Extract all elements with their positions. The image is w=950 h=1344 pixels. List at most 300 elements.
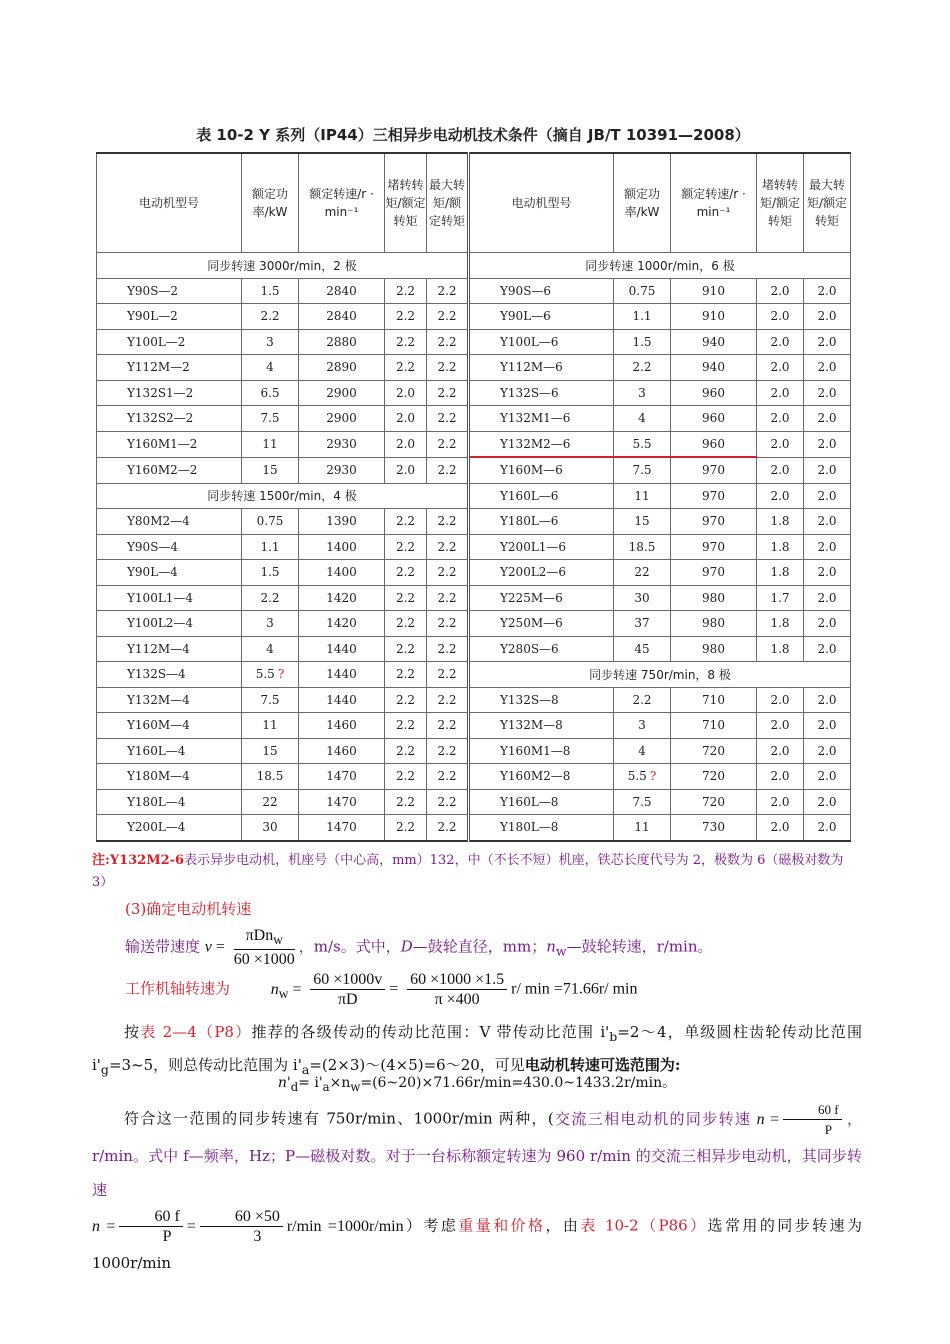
cell-value: 2.0 xyxy=(770,463,790,477)
fraction-numerator: 60 ×1000v xyxy=(310,970,385,990)
stall-torque-cell xyxy=(757,483,804,509)
cell-value: 2.0 xyxy=(770,488,790,503)
power-cell xyxy=(242,380,299,406)
stall-torque-cell xyxy=(385,713,427,739)
table-note xyxy=(92,850,862,894)
speed-cell xyxy=(671,789,757,815)
cell-value: 2.2 xyxy=(395,743,416,758)
cell-value: 720 xyxy=(702,743,725,758)
cell-value: 2.2 xyxy=(395,283,416,298)
model-cell xyxy=(469,304,614,330)
power-cell xyxy=(614,534,671,560)
cell-value: 720 xyxy=(702,769,725,784)
cell-value: 970 xyxy=(702,565,725,580)
stall-torque-cell xyxy=(385,662,427,688)
motor-spec-table xyxy=(96,152,851,842)
power-cell xyxy=(242,687,299,713)
cell-value: 2.0 xyxy=(395,411,416,426)
model-cell xyxy=(469,815,614,841)
table-row xyxy=(97,560,851,586)
model-cell xyxy=(97,380,242,406)
stall-torque-cell xyxy=(757,815,804,841)
speed-cell xyxy=(299,457,385,483)
cell-value: 2.2 xyxy=(395,692,416,707)
max-torque-cell xyxy=(804,611,851,637)
model-cell xyxy=(97,431,242,457)
max-torque-cell xyxy=(804,636,851,662)
cell-value: Y160M1—8 xyxy=(500,743,571,758)
cell-value: 2.2 xyxy=(437,565,457,580)
max-torque-cell xyxy=(804,789,851,815)
cell-value: 2.0 xyxy=(770,820,790,835)
cell-value: 18.5 xyxy=(628,539,656,554)
cell-value: Y132M—4 xyxy=(127,692,190,707)
cell-value: 970 xyxy=(702,514,725,529)
cell-value: Y160L—8 xyxy=(500,794,559,809)
power-cell xyxy=(614,713,671,739)
max-torque-cell xyxy=(427,380,469,406)
model-cell xyxy=(469,380,614,406)
speed-cell xyxy=(671,534,757,560)
cell-value: 2.0 xyxy=(770,437,790,451)
cell-value: 2.0 xyxy=(817,334,837,349)
cell-value: 2.2 xyxy=(437,283,457,298)
subscript: a xyxy=(301,1062,310,1077)
cell-value: 1.1 xyxy=(632,309,652,324)
cell-value: Y132M2—6 xyxy=(500,436,571,451)
cell-value: 940 xyxy=(702,360,725,375)
table-row xyxy=(97,764,851,790)
cell-value: Y132S—8 xyxy=(500,692,559,707)
cell-value: 2.2 xyxy=(437,641,457,656)
belt-speed-fraction xyxy=(234,926,295,969)
model-cell xyxy=(469,789,614,815)
fraction-denominator: 60 ×1000 xyxy=(233,951,295,969)
model-cell xyxy=(97,278,242,304)
cell-value: 720 xyxy=(702,794,725,809)
para-text: =(2×3)～(4×5)=6～20，可见 xyxy=(309,1056,525,1074)
cell-value: 3 xyxy=(638,718,646,733)
cell-value: 2.2 xyxy=(437,309,457,324)
note-model: Y132M2-6 xyxy=(109,853,185,868)
cell-value: 2.2 xyxy=(395,539,416,554)
table-header-row xyxy=(97,153,851,253)
model-cell xyxy=(97,713,242,739)
stall-torque-cell xyxy=(385,636,427,662)
cell-value: 2.0 xyxy=(817,488,837,503)
cell-value: 2.0 xyxy=(395,437,416,451)
cell-value: Y90L—2 xyxy=(127,309,178,324)
cell-value: 2.0 xyxy=(770,385,790,400)
cell-value: Y112M—4 xyxy=(127,641,190,656)
power-cell xyxy=(614,431,671,457)
var-nw-sub: w xyxy=(555,943,567,959)
cell-value: 710 xyxy=(702,718,725,733)
power-cell xyxy=(242,585,299,611)
power-cell xyxy=(614,636,671,662)
max-torque-cell xyxy=(427,764,469,790)
cell-value: 1.5 xyxy=(260,283,280,298)
speed-cell xyxy=(671,815,757,841)
model-cell xyxy=(97,329,242,355)
stall-torque-cell xyxy=(385,329,427,355)
stall-torque-cell xyxy=(385,687,427,713)
speed-cell xyxy=(299,304,385,330)
cell-value: 15 xyxy=(262,743,278,758)
stall-torque-cell xyxy=(757,687,804,713)
cell-value: 2.2 xyxy=(395,334,416,349)
cell-value: Y90S—4 xyxy=(127,539,179,554)
cell-value: 30 xyxy=(634,590,650,605)
cell-value: 4 xyxy=(638,743,646,758)
stall-torque-cell xyxy=(385,585,427,611)
cell-value: 2.0 xyxy=(817,692,837,707)
table-row xyxy=(97,815,851,841)
fraction-numerator: 60 ×1000 ×1.5 xyxy=(407,970,507,990)
max-torque-cell xyxy=(427,304,469,330)
speed-cell xyxy=(299,687,385,713)
max-torque-cell xyxy=(427,815,469,841)
cell-value: 980 xyxy=(702,616,725,631)
cell-value: 2880 xyxy=(326,334,357,349)
power-cell xyxy=(614,304,671,330)
cell-value: 2840 xyxy=(326,283,357,298)
power-cell xyxy=(242,738,299,764)
cell-value: 22 xyxy=(634,565,650,580)
speed-cell xyxy=(299,509,385,535)
cell-value: 2840 xyxy=(326,309,357,324)
cell-value: Y132M—8 xyxy=(500,718,563,733)
speed-cell xyxy=(671,329,757,355)
header-max-torque: 最大转矩/额定转矩 xyxy=(427,153,469,253)
speed-cell xyxy=(671,687,757,713)
header-power: 额定功率/kW xyxy=(614,153,671,253)
model-cell xyxy=(469,611,614,637)
power-cell xyxy=(242,789,299,815)
cell-value: 45 xyxy=(634,641,650,656)
stall-torque-cell xyxy=(385,815,427,841)
speed-cell xyxy=(299,789,385,815)
cell-value: 2.2 xyxy=(632,360,652,375)
stall-torque-cell xyxy=(385,380,427,406)
stall-torque-cell xyxy=(385,457,427,483)
power-cell xyxy=(242,560,299,586)
speed-cell xyxy=(299,815,385,841)
cell-value: Y160M—6 xyxy=(500,463,563,478)
cell-value: 1.1 xyxy=(260,539,280,554)
cell-value: Y180M—4 xyxy=(127,769,190,784)
note-label: 注: xyxy=(92,853,110,868)
stall-torque-cell xyxy=(385,431,427,457)
header-stall-torque: 堵转转矩/额定转矩 xyxy=(385,153,427,253)
cell-value: 2.2 xyxy=(395,718,416,733)
power-cell xyxy=(242,815,299,841)
max-torque-cell xyxy=(427,713,469,739)
cell-value: 2.0 xyxy=(817,411,837,426)
cell-value: 5.5 xyxy=(632,436,652,451)
table-row xyxy=(97,534,851,560)
cell-value: Y160L—6 xyxy=(500,488,559,503)
model-cell xyxy=(469,509,614,535)
speed-cell xyxy=(299,534,385,560)
cell-value: Y132S—6 xyxy=(500,385,559,400)
stall-torque-cell xyxy=(757,713,804,739)
cell-value: 2.0 xyxy=(770,743,790,758)
cell-value: 2.0 xyxy=(817,539,837,554)
cell-value: Y112M—2 xyxy=(127,360,190,375)
table-row xyxy=(97,738,851,764)
max-torque-cell xyxy=(427,662,469,688)
stall-torque-cell xyxy=(385,738,427,764)
cell-value: 2.0 xyxy=(770,769,790,784)
max-torque-cell xyxy=(804,380,851,406)
cell-value: 2.0 xyxy=(770,794,790,809)
cell-value: Y132S—4 xyxy=(127,667,186,682)
speed-cell xyxy=(671,713,757,739)
max-torque-cell xyxy=(427,687,469,713)
cell-value: 1440 xyxy=(326,641,357,656)
speed-cell xyxy=(299,713,385,739)
power-cell xyxy=(242,304,299,330)
max-torque-cell xyxy=(427,636,469,662)
power-cell xyxy=(614,611,671,637)
cell-value: 2.0 xyxy=(817,385,837,400)
max-torque-cell xyxy=(804,764,851,790)
cell-value: 980 xyxy=(702,641,725,656)
speed-group-title: 同步转速 750r/min，8 极 xyxy=(469,662,851,688)
cell-value: 2.2 xyxy=(395,641,416,656)
cell-value: 2.2 xyxy=(437,718,457,733)
cell-value: 2.2 xyxy=(395,309,416,324)
para-text: 选常用的同步转速为 1000r/min xyxy=(92,1216,862,1272)
cell-value: Y160M1—2 xyxy=(127,437,198,451)
cell-value: 2.2 xyxy=(437,334,457,349)
cell-value: Y100L2—4 xyxy=(127,616,194,631)
cell-value: 960 xyxy=(702,436,725,451)
cell-value: 2.2 xyxy=(437,411,457,426)
power-cell xyxy=(614,355,671,381)
speed-cell xyxy=(299,738,385,764)
cell-value: 910 xyxy=(702,309,725,324)
max-torque-cell xyxy=(804,304,851,330)
cell-value: 2.0 xyxy=(770,411,790,426)
speed-cell xyxy=(671,380,757,406)
subscript: b xyxy=(609,1029,618,1044)
cell-value: 2.0 xyxy=(395,385,416,400)
power-cell xyxy=(614,815,671,841)
header-model: 电动机型号 xyxy=(97,153,242,253)
cell-value: 30 xyxy=(262,820,278,835)
cell-value: 2.2 xyxy=(395,616,416,631)
power-cell xyxy=(614,509,671,535)
shaft-speed-fraction-2 xyxy=(407,970,507,1009)
table-row xyxy=(97,662,851,688)
model-cell xyxy=(469,585,614,611)
max-torque-cell xyxy=(804,534,851,560)
cell-value: 2.0 xyxy=(817,743,837,758)
model-cell xyxy=(97,534,242,560)
power-cell xyxy=(242,662,299,688)
cell-value: 37 xyxy=(634,616,650,631)
cell-value: 2.2 xyxy=(395,514,416,529)
cell-value: 2.0 xyxy=(817,565,837,580)
table-row xyxy=(97,431,851,457)
table-body xyxy=(97,253,851,841)
cell-value: 710 xyxy=(702,692,725,707)
shaft-speed-lhs: $n_w$ = xyxy=(270,980,302,1001)
cell-value: 2.0 xyxy=(770,692,790,707)
power-cell xyxy=(242,534,299,560)
table-row xyxy=(97,253,851,279)
cell-value: Y180L—4 xyxy=(127,794,186,809)
stall-torque-cell xyxy=(385,355,427,381)
fraction-denominator: π ×400 xyxy=(434,991,480,1008)
paragraph-sync-speed xyxy=(92,1100,862,1280)
cell-value: Y100L1—4 xyxy=(127,590,194,605)
table-reference: 表 10-2（P86） xyxy=(580,1216,708,1235)
speed-cell xyxy=(671,278,757,304)
table-row xyxy=(97,611,851,637)
cell-value: 11 xyxy=(262,718,278,733)
stall-torque-cell xyxy=(757,380,804,406)
question-mark: ? xyxy=(649,769,657,784)
cell-value: 910 xyxy=(702,283,725,298)
question-mark: ? xyxy=(277,667,285,682)
cell-value: 1400 xyxy=(326,539,357,554)
cell-value: 2.0 xyxy=(817,309,837,324)
cell-value: 960 xyxy=(702,411,725,426)
speed-cell xyxy=(671,457,757,483)
cell-value: 18.5 xyxy=(256,769,284,784)
speed-range-formula: $n'_d=$ $i'_a\times n_w=(6\sim 20)\times 71.66r/\min=430.0\sim 1433.2r/\min$。 xyxy=(277,1075,677,1094)
cell-value: 2.0 xyxy=(817,718,837,733)
cell-value: Y250M—6 xyxy=(500,616,563,631)
cell-value: 22 xyxy=(262,794,278,809)
table-row xyxy=(97,509,851,535)
stall-torque-cell xyxy=(757,789,804,815)
cell-value: Y90L—6 xyxy=(500,309,551,324)
max-torque-cell xyxy=(427,329,469,355)
model-cell xyxy=(469,534,614,560)
speed-cell xyxy=(671,560,757,586)
power-cell xyxy=(242,406,299,432)
power-cell xyxy=(614,380,671,406)
cell-value: 940 xyxy=(702,334,725,349)
cell-value: Y200L—4 xyxy=(127,820,186,835)
cell-value: 730 xyxy=(702,820,725,835)
cell-value: Y180L—6 xyxy=(500,514,559,529)
equals-sign: = xyxy=(389,980,399,998)
speed-cell xyxy=(299,406,385,432)
max-torque-cell xyxy=(804,815,851,841)
cell-value: 4 xyxy=(638,411,646,426)
cell-value: 1390 xyxy=(326,514,357,529)
cell-value: 2.0 xyxy=(817,641,837,656)
model-cell xyxy=(97,789,242,815)
stall-torque-cell xyxy=(757,304,804,330)
belt-speed-text: —鼓轮转速，r/min。 xyxy=(566,937,713,956)
cell-value: 2.2 xyxy=(437,743,457,758)
cell-value: 4 xyxy=(266,360,274,375)
note-text: 表示异步电动机，机座号（中心高，mm）132，中（不长不短）机座，铁芯长度代号为 2，极数为 6（磁极对数为 3） xyxy=(92,853,844,890)
cell-value: 2.2 xyxy=(395,794,416,809)
power-cell xyxy=(242,457,299,483)
fraction-numerator: πDn$_w$ xyxy=(234,926,295,950)
max-torque-cell xyxy=(804,509,851,535)
model-cell xyxy=(97,662,242,688)
stall-torque-cell xyxy=(757,611,804,637)
table-row xyxy=(97,687,851,713)
cell-value: 3 xyxy=(266,334,274,349)
speed-cell xyxy=(671,355,757,381)
cell-value: Y280S—6 xyxy=(500,641,559,656)
cell-value: 1420 xyxy=(326,616,357,631)
cell-value: Y100L—6 xyxy=(500,334,559,349)
cell-value: 11 xyxy=(634,488,650,503)
shaft-speed-line xyxy=(125,970,638,1009)
header-power: 额定功率/kW xyxy=(242,153,299,253)
cell-value: 1.8 xyxy=(770,616,790,631)
cell-value: 2930 xyxy=(326,463,357,477)
model-cell xyxy=(469,738,614,764)
cell-value: 970 xyxy=(702,539,725,554)
power-cell xyxy=(614,789,671,815)
power-cell xyxy=(242,431,299,457)
model-cell xyxy=(97,636,242,662)
cell-value: Y100L—2 xyxy=(127,334,186,349)
cell-value: 960 xyxy=(702,385,725,400)
cell-value: 11 xyxy=(634,820,650,835)
power-cell xyxy=(242,509,299,535)
fraction-denominator: πD xyxy=(337,991,358,1008)
model-cell xyxy=(469,636,614,662)
power-cell xyxy=(614,483,671,509)
table-row xyxy=(97,380,851,406)
cell-value: 0.75 xyxy=(628,283,656,298)
cell-value: Y90S—6 xyxy=(500,283,552,298)
max-torque-cell xyxy=(804,483,851,509)
para-text: 符合这一范围的同步转速有 750r/min、1000r/min 两种，( xyxy=(124,1109,554,1128)
cell-value: Y225M—6 xyxy=(500,590,563,605)
power-cell xyxy=(614,329,671,355)
max-torque-cell xyxy=(804,278,851,304)
max-torque-cell xyxy=(804,713,851,739)
header-speed: 额定转速/r · min⁻¹ xyxy=(299,153,385,253)
cell-value: 2.2 xyxy=(437,590,457,605)
cell-value: 1400 xyxy=(326,565,357,580)
model-cell xyxy=(469,431,614,457)
cell-value: 4 xyxy=(266,641,274,656)
cell-value: 1.8 xyxy=(770,641,790,656)
cell-value: Y132S2—2 xyxy=(127,411,194,426)
belt-speed-line xyxy=(125,926,713,969)
max-torque-cell xyxy=(427,278,469,304)
cell-value: 1460 xyxy=(326,743,357,758)
max-torque-cell xyxy=(804,355,851,381)
stall-torque-cell xyxy=(757,278,804,304)
cell-value: Y160L—4 xyxy=(127,743,186,758)
cell-value: 2.2 xyxy=(437,385,457,400)
stall-torque-cell xyxy=(757,329,804,355)
model-cell xyxy=(469,457,614,483)
cell-value: 2930 xyxy=(326,437,357,451)
cell-value: 970 xyxy=(702,488,725,503)
cell-value: 1470 xyxy=(326,794,357,809)
cell-value: 2900 xyxy=(326,411,357,426)
cell-value: 1420 xyxy=(326,590,357,605)
model-cell xyxy=(469,329,614,355)
cell-value: 2.2 xyxy=(437,692,457,707)
